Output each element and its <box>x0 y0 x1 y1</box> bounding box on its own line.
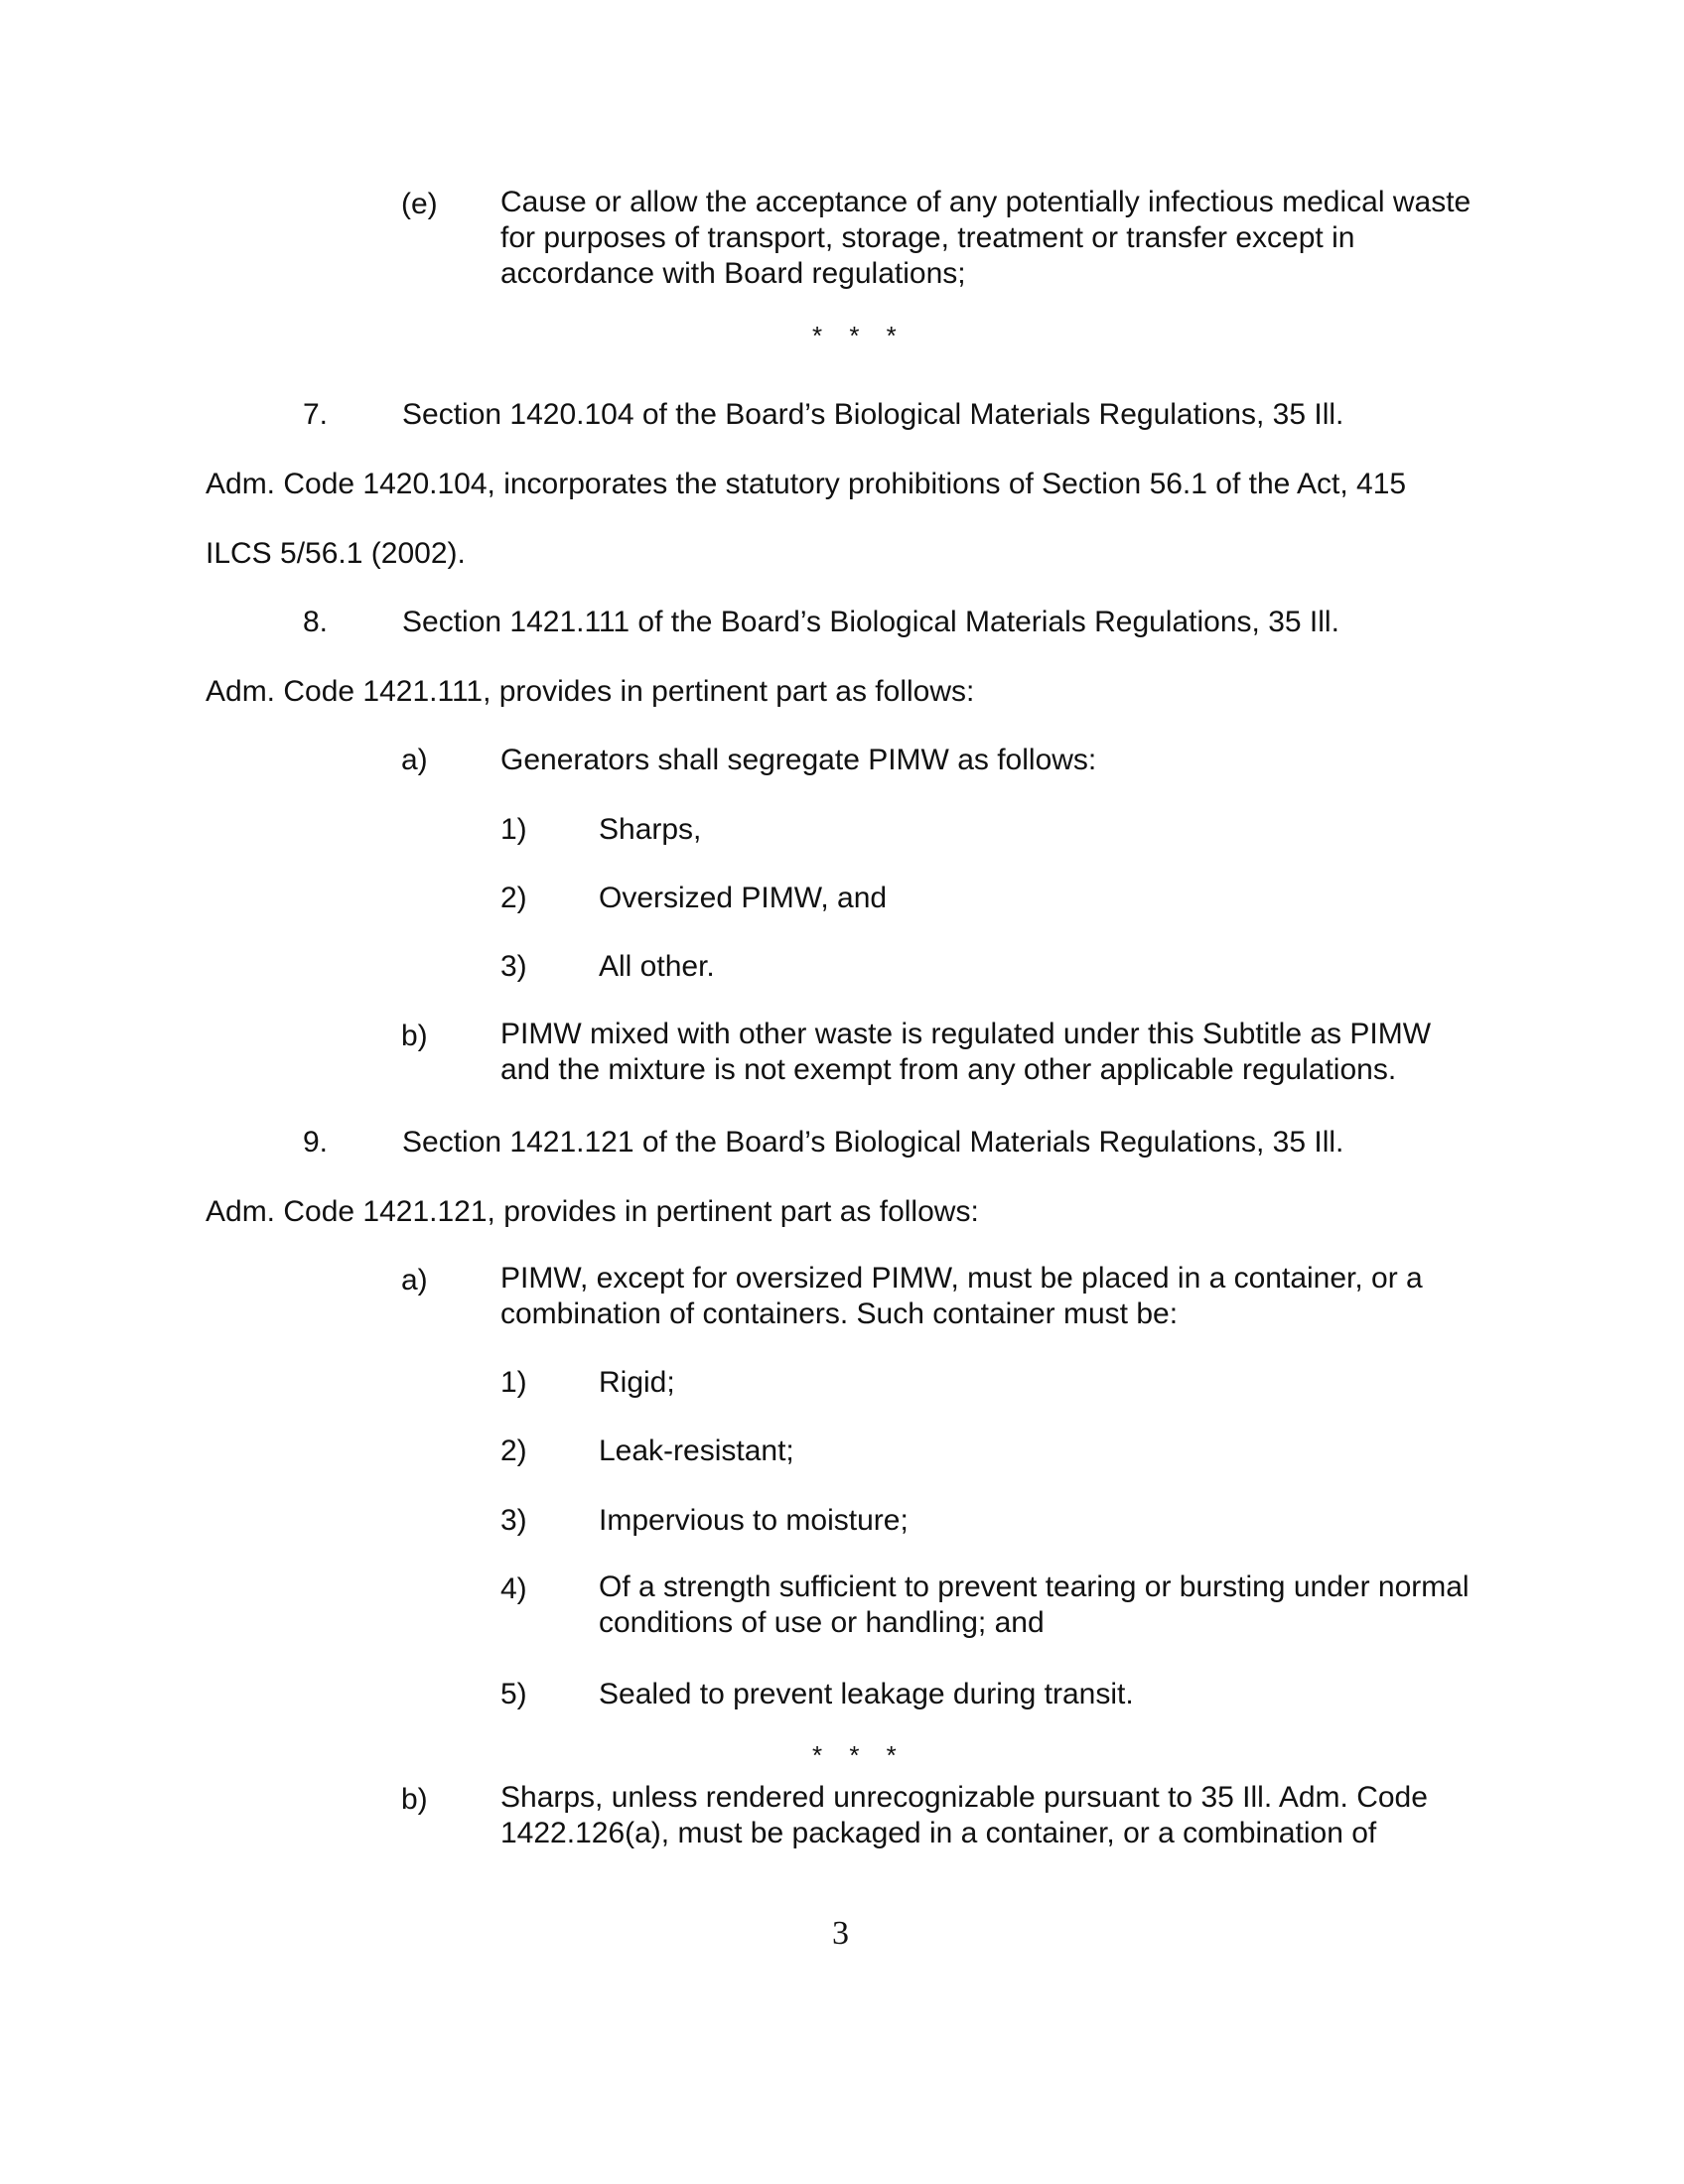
para9-item-4-label: 4) <box>500 1572 527 1605</box>
para8-item-2-label: 2) <box>500 882 527 914</box>
para9-item-2-text: Leak-resistant; <box>599 1434 794 1467</box>
page-number: 3 <box>832 1915 849 1952</box>
para9-item-1-label: 1) <box>500 1366 527 1399</box>
para8-item-1-label: 1) <box>500 813 527 846</box>
ellipsis-separator: * * * <box>812 1740 907 1770</box>
para9-line1: Section 1421.121 of the Board’s Biological Materials Regulations, 35 Ill. <box>402 1126 1344 1159</box>
para9-item-5-label: 5) <box>500 1678 527 1710</box>
para9-item-4-text: Of a strength sufficient to prevent tearing or bursting under normal conditions of use or handling; and <box>599 1570 1470 1639</box>
para9-item-2-label: 2) <box>500 1434 527 1467</box>
para9-item-3-text: Impervious to moisture; <box>599 1504 909 1537</box>
para9-item-1-text: Rigid; <box>599 1366 675 1399</box>
para7-number: 7. <box>303 398 329 431</box>
para8-line1: Section 1421.111 of the Board’s Biological Materials Regulations, 35 Ill. <box>402 606 1339 638</box>
ellipsis-separator: * * * <box>812 321 907 350</box>
para7-line1: Section 1420.104 of the Board’s Biological Materials Regulations, 35 Ill. <box>402 398 1344 431</box>
para8-item-3-text: All other. <box>599 950 715 983</box>
paragraph-e-text: Cause or allow the acceptance of any potentially infectious medical waste for purposes of transport, storage, treatment or transfer except in accordance with Board regulations; <box>500 186 1472 290</box>
para8-line2: Adm. Code 1421.111, provides in pertinent part as follows: <box>206 675 975 708</box>
paragraph-e-label: (e) <box>401 188 438 220</box>
para9-item-3-label: 3) <box>500 1504 527 1537</box>
para9-item-a-label: a) <box>401 1264 428 1297</box>
para8-item-a-text: Generators shall segregate PIMW as follows: <box>500 744 1097 776</box>
para8-number: 8. <box>303 606 329 638</box>
para9-item-a-text: PIMW, except for oversized PIMW, must be placed in a container, or a combination of containers. Such container must be: <box>500 1262 1423 1330</box>
para7-line3: ILCS 5/56.1 (2002). <box>206 537 466 570</box>
para8-item-b-label: b) <box>401 1020 428 1052</box>
para7-line2: Adm. Code 1420.104, incorporates the statutory prohibitions of Section 56.1 of the Act, 415 <box>206 468 1407 500</box>
para8-item-3-label: 3) <box>500 950 527 983</box>
para8-item-1-text: Sharps, <box>599 813 702 846</box>
para9-number: 9. <box>303 1126 329 1159</box>
para8-item-b-text: PIMW mixed with other waste is regulated under this Subtitle as PIMW and the mixture is not exempt from any other applicable regulations. <box>500 1018 1432 1086</box>
para8-item-a-label: a) <box>401 744 428 776</box>
para9-item-b-label: b) <box>401 1783 428 1816</box>
para8-item-2-text: Oversized PIMW, and <box>599 882 888 914</box>
para9-line2: Adm. Code 1421.121, provides in pertinent part as follows: <box>206 1195 979 1228</box>
para9-item-b-text: Sharps, unless rendered unrecognizable pursuant to 35 Ill. Adm. Code 1422.126(a), must be packaged in a container, or a combination of <box>500 1781 1428 1849</box>
para9-item-5-text: Sealed to prevent leakage during transit. <box>599 1678 1134 1710</box>
